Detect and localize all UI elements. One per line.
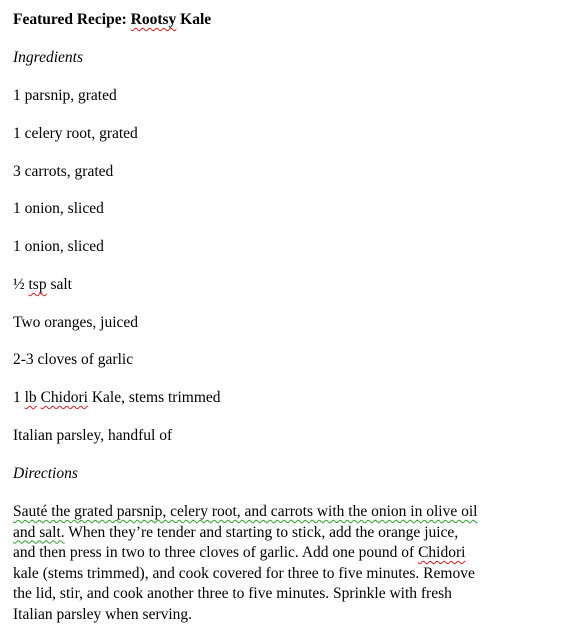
ingredient-text: Kale, stems trimmed xyxy=(87,389,221,406)
directions-line: Italian parsley when serving. xyxy=(13,605,193,623)
spelling-flagged-word: tsp xyxy=(28,276,47,293)
title-prefix: Featured Recipe: xyxy=(13,11,131,28)
spelling-flagged-word: lb xyxy=(24,389,37,406)
directions-line: kale (stems trimmed), and cook covered for three to five minutes. Remove xyxy=(13,564,475,582)
ingredient-item xyxy=(13,388,221,408)
directions-paragraph xyxy=(13,502,568,626)
directions-line: the lid, stir, and cook another three to five minutes. Sprinkle with fresh xyxy=(13,585,452,603)
ingredient-item: 1 onion, sliced xyxy=(13,200,104,217)
ingredient-text: salt xyxy=(46,276,72,293)
ingredient-item xyxy=(13,275,72,295)
ingredient-item: Two oranges, juiced xyxy=(13,314,139,331)
grammar-flagged-text: and salt. xyxy=(13,523,65,541)
ingredient-text: 1 xyxy=(13,389,25,406)
ingredient-item: 1 celery root, grated xyxy=(13,125,138,142)
spelling-flagged-word: Chidori xyxy=(418,544,466,562)
directions-line xyxy=(13,523,568,544)
directions-line: Sauté the grated parsnip, celery root, and carrots with the onion in olive oil xyxy=(13,503,478,520)
ingredient-item: 3 carrots, grated xyxy=(13,163,114,180)
ingredient-item: 1 onion, sliced xyxy=(13,238,104,255)
spelling-flagged-word: Chidori xyxy=(40,389,88,406)
recipe-title xyxy=(13,10,211,30)
directions-line xyxy=(13,543,568,564)
ingredient-item: 1 parsnip, grated xyxy=(13,87,117,104)
ingredient-item: Italian parsley, handful of xyxy=(13,427,173,444)
directions-text: When they’re tender and starting to stick, add the orange juice, xyxy=(64,523,459,541)
directions-text: and then press in two to three cloves of garlic. Add one pound of xyxy=(13,544,419,562)
ingredient-text: ½ xyxy=(13,276,29,293)
directions-heading: Directions xyxy=(13,465,78,482)
ingredients-heading: Ingredients xyxy=(13,49,84,66)
title-recipe-suffix: Kale xyxy=(176,11,212,28)
ingredient-item: 2-3 cloves of garlic xyxy=(13,351,134,368)
title-recipe-name: Rootsy xyxy=(130,11,177,28)
